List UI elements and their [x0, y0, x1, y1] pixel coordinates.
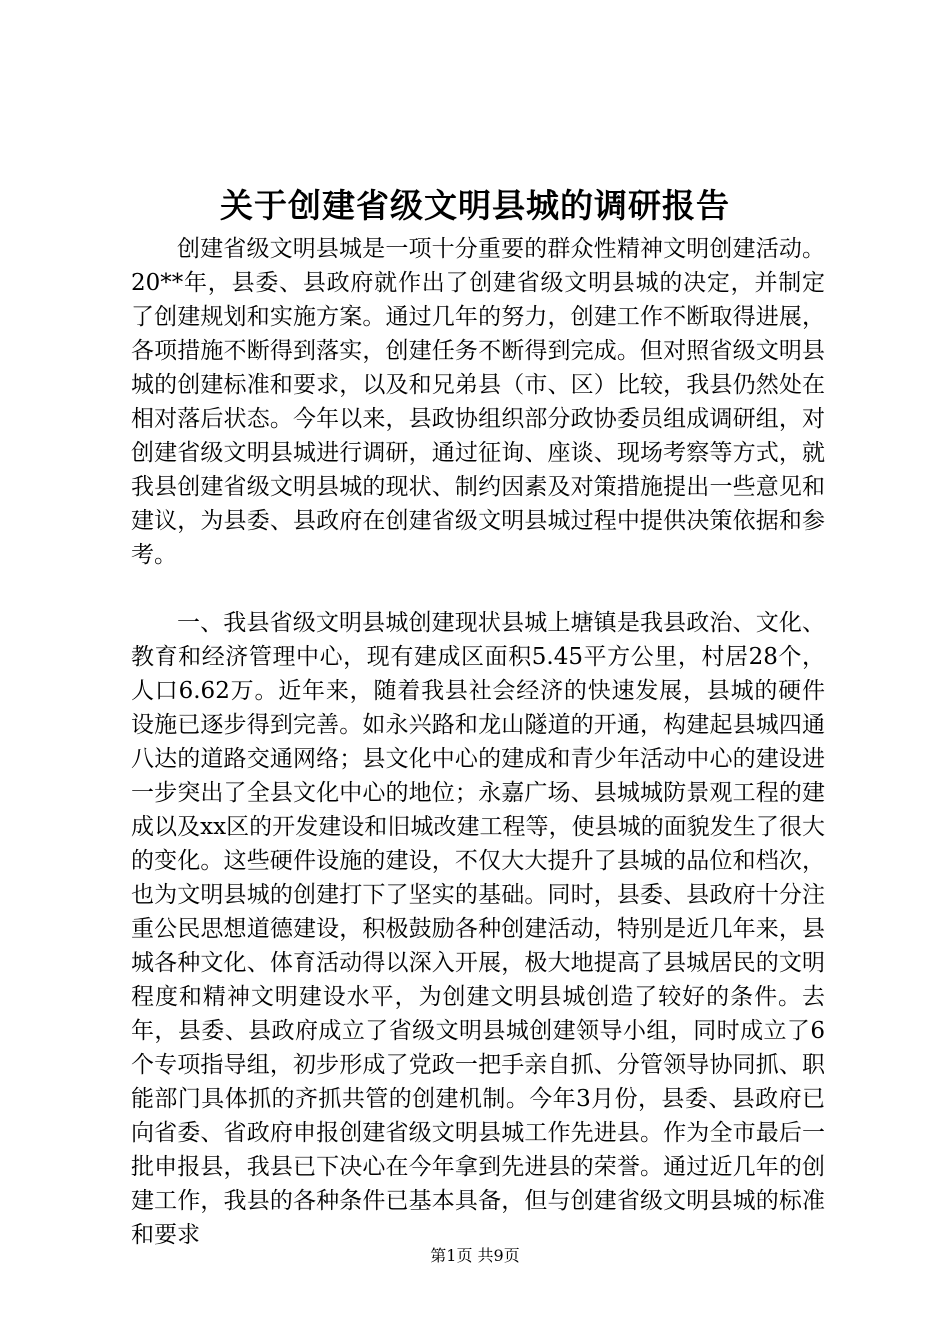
- document-title: 关于创建省级文明县城的调研报告: [220, 186, 730, 225]
- paragraph-intro: 创建省级文明县城是一项十分重要的群众性精神文明创建活动。20**年，县委、县政府就作出了创建省级文明县城的决定，并制定了创建规划和实施方案。通过几年的努力，创建工作不断取得进展，各项措施不断得到落实，创建任务不断得到完成。但对照省级文明县城的创建标准和要求，以及和兄弟县（市、区）比较，我县仍然处在相对落后状态。今年以来，县政协组织部分政协委员组成调研组，对创建省级文明县城进行调研，通过征询、座谈、现场考察等方式，就我县创建省级文明县城的现状、制约因素及对策措施提出一些意见和建议，为县委、县政府在创建省级文明县城过程中提供决策依据和参考。: [131, 236, 825, 568]
- document-body: [131, 232, 825, 1252]
- page-number-footer: 第1页 共9页: [430, 1246, 520, 1265]
- paragraph-section-one: 一、我县省级文明县城创建现状县城上塘镇是我县政治、文化、教育和经济管理中心，现有建成区面积5.45平方公里，村居28个，人口6.62万。近年来，随着我县社会经济的快速发展，县城的硬件设施已逐步得到完善。如永兴路和龙山隧道的开通，构建起县城四通八达的道路交通网络；县文化中心的建成和青少年活动中心的建设进一步突出了全县文化中心的地位；永嘉广场、县城城防景观工程的建成以及xx区的开发建设和旧城改建工程等，使县城的面貌发生了很大的变化。这些硬件设施的建设，不仅大大提升了县城的品位和档次，也为文明县城的创建打下了坚实的基础。同时，县委、县政府十分注重公民思想道德建设，积极鼓励各种创建活动，特别是近几年来，县城各种文化、体育活动得以深入开展，极大地提高了县城居民的文明程度和精神文明建设水平，为创建文明县城创造了较好的条件。去年，县委、县政府成立了省级文明县城创建领导小组，同时成立了6个专项指导组，初步形成了党政一把手亲自抓、分管领导协同抓、职能部门具体抓的齐抓共管的创建机制。今年3月份，县委、县政府已向省委、省政府申报创建省级文明县城工作先进县。作为全市最后一批申报县，我县已下决心在今年拿到先进县的荣誉。通过近几年的创建工作，我县的各种条件已基本具备，但与创建省级文明县城的标准和要求: [131, 610, 825, 1248]
